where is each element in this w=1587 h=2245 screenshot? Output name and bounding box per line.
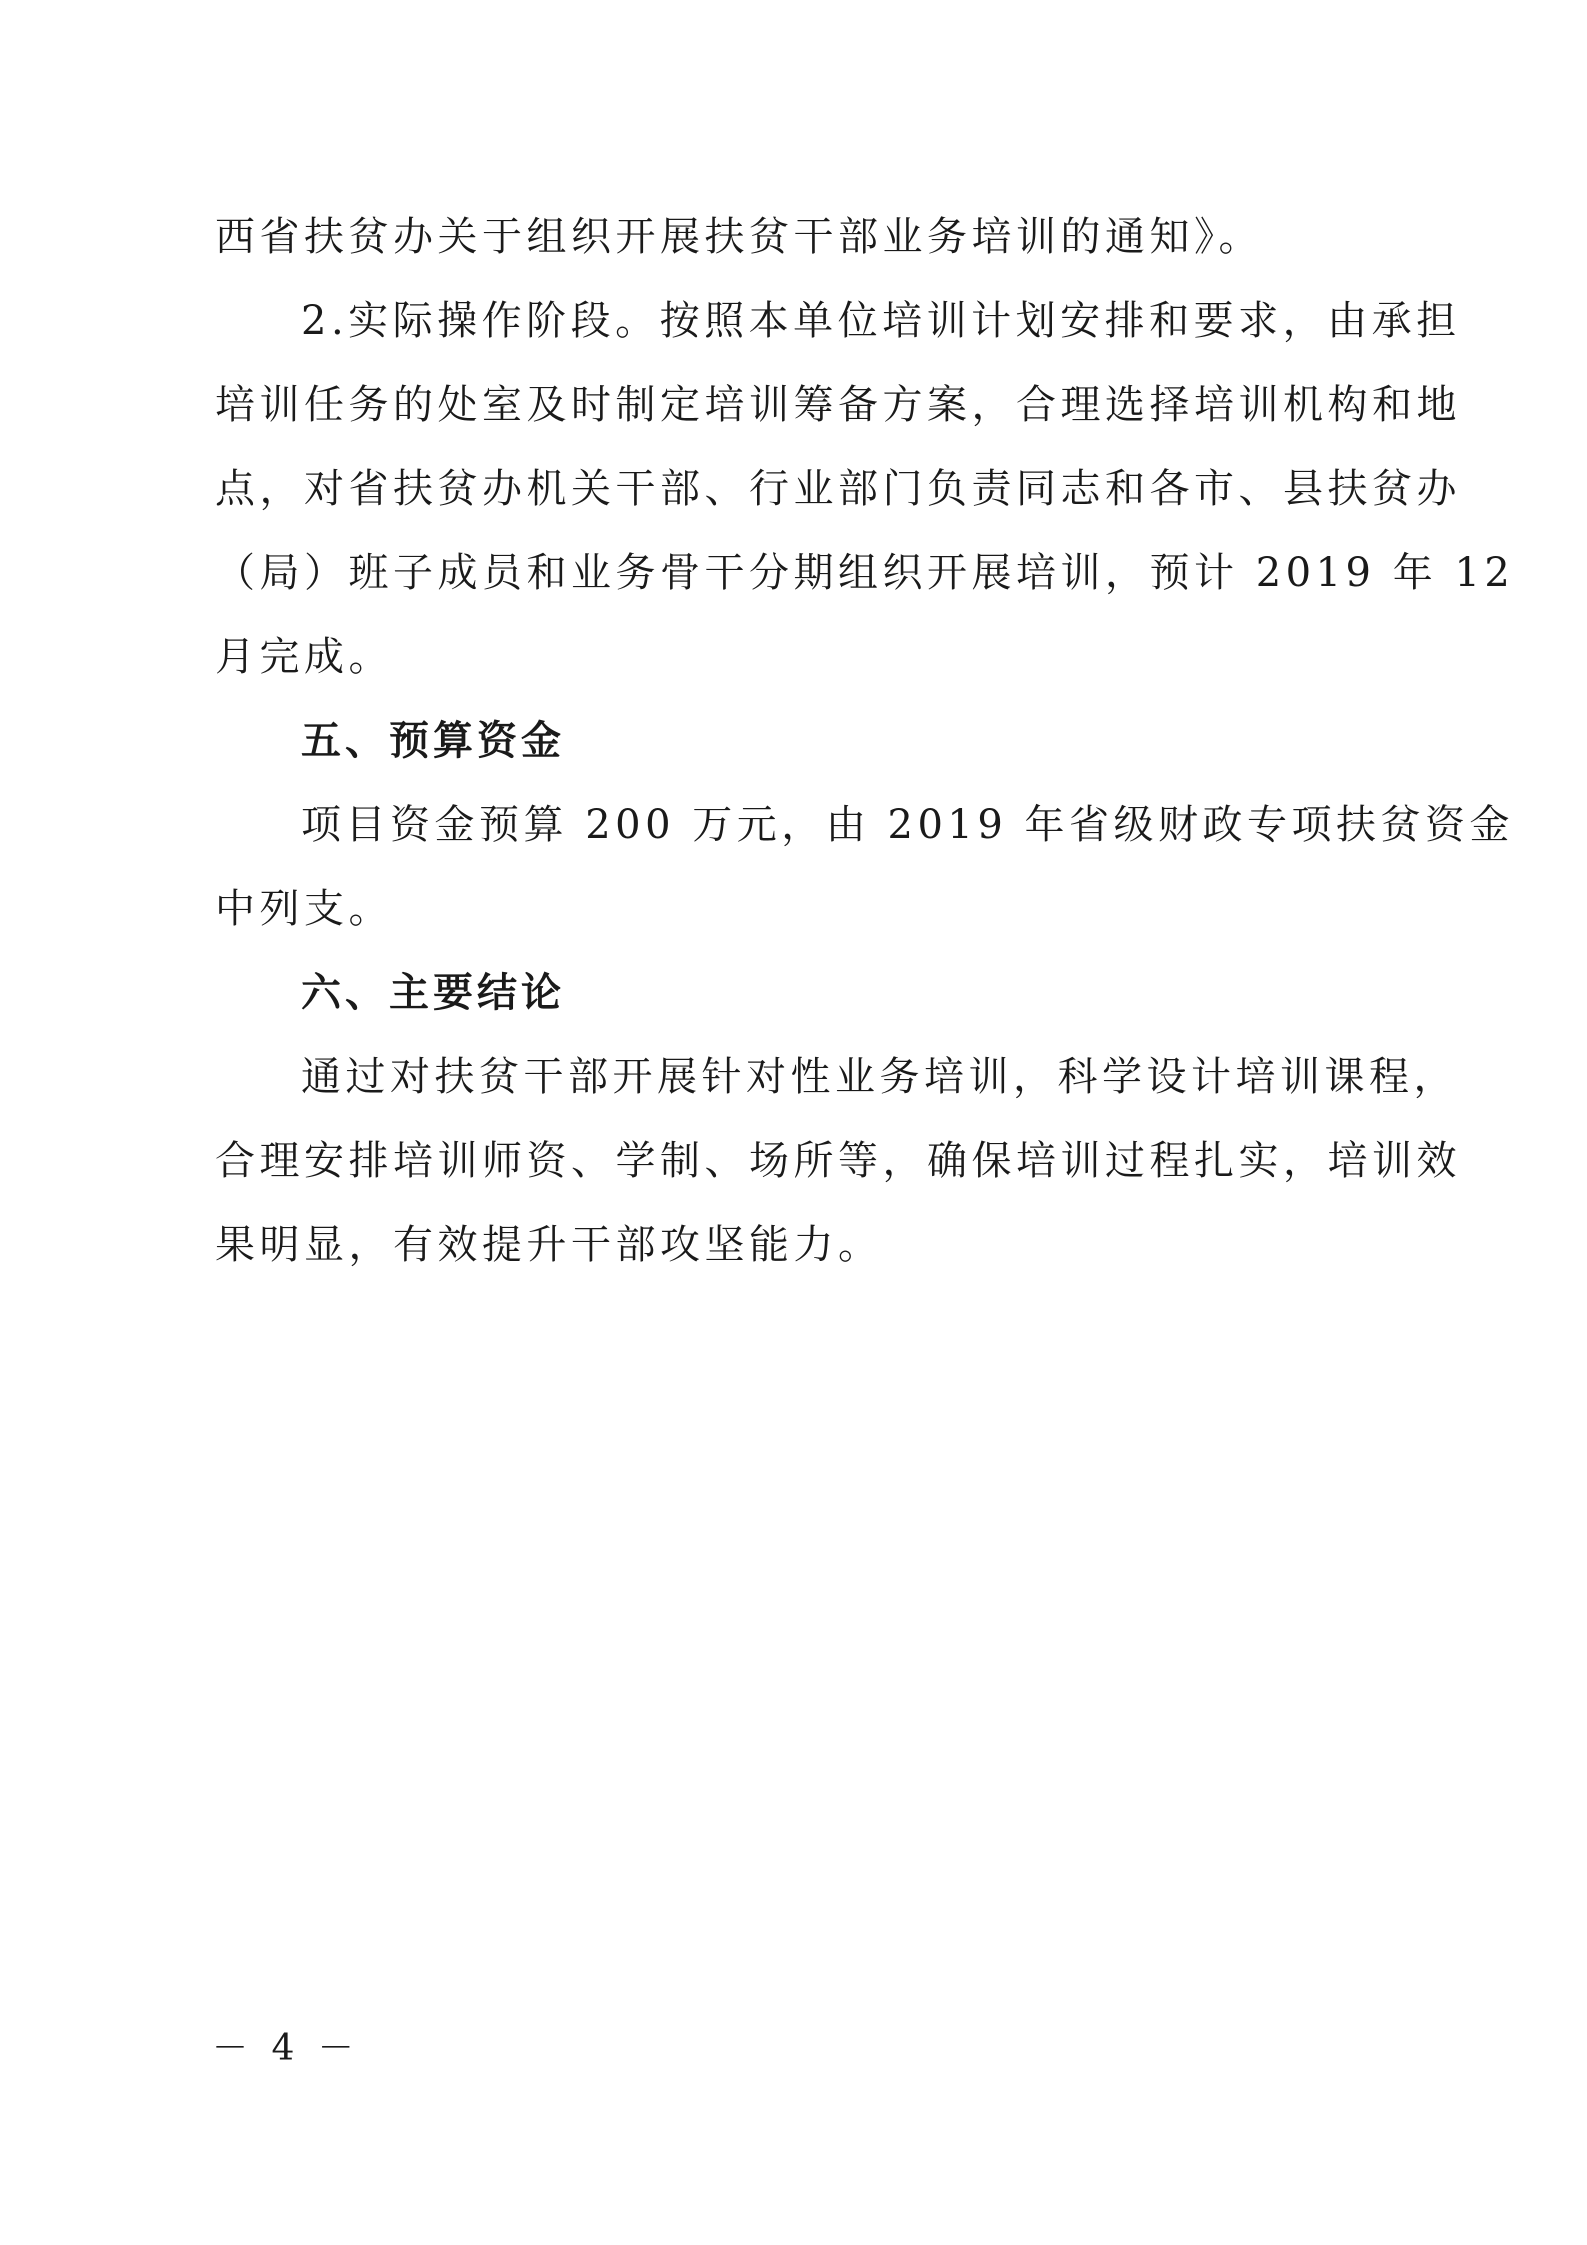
paragraph-line: 合理安排培训师资、学制、场所等，确保培训过程扎实，培训效 — [215, 1138, 1461, 1184]
paragraph-line: 月完成。 — [215, 634, 393, 680]
section-heading: 五、预算资金 — [301, 718, 565, 764]
page-number: － 4 － — [212, 2028, 360, 2069]
section-heading: 六、主要结论 — [301, 970, 565, 1016]
paragraph-line: 果明显，有效提升干部攻坚能力。 — [215, 1222, 883, 1268]
paragraph-line: 中列支。 — [215, 886, 393, 932]
paragraph-line: 2.实际操作阶段。按照本单位培训计划安排和要求，由承担 — [301, 298, 1461, 344]
paragraph-line: 项目资金预算 200 万元，由 2019 年省级财政专项扶贫资金 — [301, 802, 1515, 848]
paragraph-line: 培训任务的处室及时制定培训筹备方案，合理选择培训机构和地 — [215, 382, 1461, 428]
paragraph-line: 西省扶贫办关于组织开展扶贫干部业务培训的通知》。 — [215, 214, 1263, 260]
paragraph-line: 点，对省扶贫办机关干部、行业部门负责同志和各市、县扶贫办 — [215, 466, 1461, 512]
paragraph-line: 通过对扶贫干部开展针对性业务培训，科学设计培训课程， — [301, 1054, 1458, 1100]
document-body — [215, 195, 1515, 1287]
paragraph-line: （局）班子成员和业务骨干分期组织开展培训，预计 2019 年 12 — [215, 550, 1515, 596]
